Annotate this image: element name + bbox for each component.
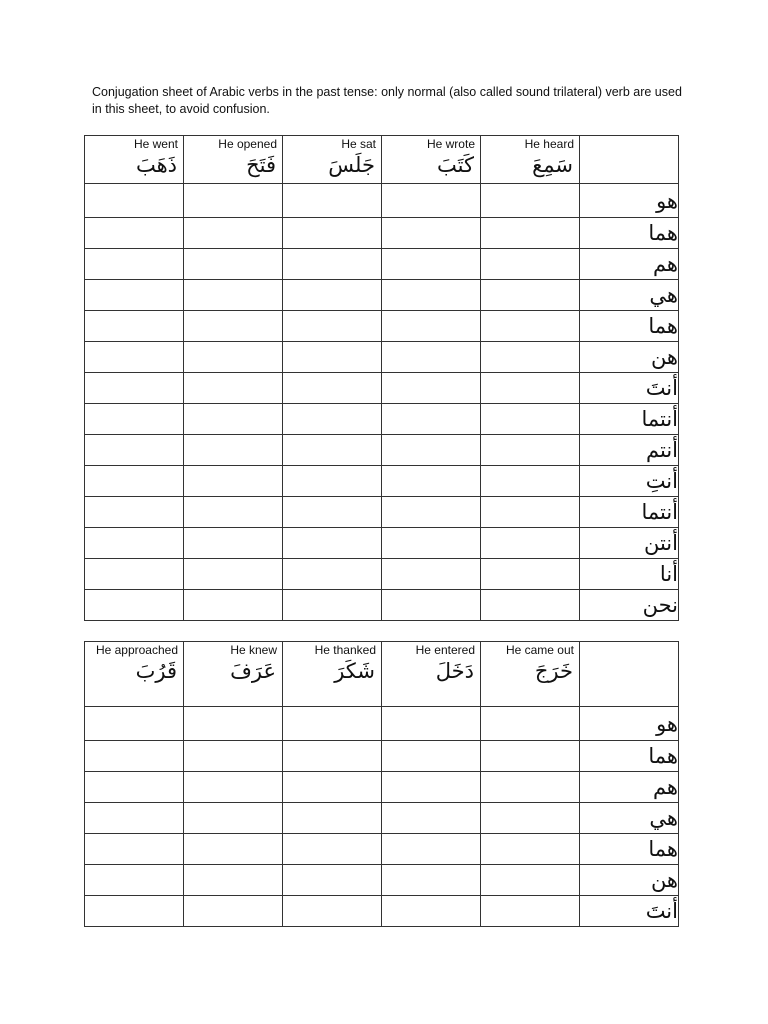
conjugation-row	[85, 707, 679, 741]
verb-header-cell	[85, 642, 184, 707]
verb-header-cell	[184, 136, 283, 184]
answer-cell[interactable]	[85, 218, 184, 249]
answer-cell[interactable]	[481, 559, 580, 590]
conjugation-row	[85, 865, 679, 896]
answer-cell[interactable]	[382, 249, 481, 280]
answer-cell[interactable]	[382, 834, 481, 865]
answer-cell[interactable]	[481, 404, 580, 435]
answer-cell[interactable]	[283, 435, 382, 466]
answer-cell[interactable]	[382, 528, 481, 559]
answer-cell[interactable]	[481, 707, 580, 741]
pronoun-cell: أنتن	[580, 528, 679, 559]
answer-cell[interactable]	[382, 741, 481, 772]
answer-cell[interactable]	[184, 373, 283, 404]
answer-cell[interactable]	[481, 373, 580, 404]
answer-cell[interactable]	[85, 373, 184, 404]
pronoun-cell: نحن	[580, 590, 679, 621]
pronoun-header-cell	[580, 136, 679, 184]
answer-cell[interactable]	[382, 772, 481, 803]
verb-arabic: دَخَلَ	[435, 659, 474, 683]
answer-cell[interactable]	[481, 528, 580, 559]
pronoun-cell: هن	[580, 342, 679, 373]
verb-header-cell	[481, 642, 580, 707]
conjugation-table-2	[84, 641, 679, 927]
answer-cell[interactable]	[184, 435, 283, 466]
conjugation-row	[85, 741, 679, 772]
answer-cell[interactable]	[481, 896, 580, 927]
verb-arabic: فَتَحَ	[246, 153, 276, 177]
answer-cell[interactable]	[382, 896, 481, 927]
verb-header-cell	[85, 136, 184, 184]
answer-cell[interactable]	[283, 590, 382, 621]
pronoun-cell: أنتِ	[580, 466, 679, 497]
conjugation-row	[85, 590, 679, 621]
conjugation-row	[85, 834, 679, 865]
answer-cell[interactable]	[481, 342, 580, 373]
verb-arabic: سَمِعَ	[532, 153, 573, 177]
verb-header-cell	[382, 642, 481, 707]
answer-cell[interactable]	[85, 311, 184, 342]
pronoun-cell: هي	[580, 803, 679, 834]
pronoun-cell: أنتما	[580, 404, 679, 435]
answer-cell[interactable]	[283, 803, 382, 834]
answer-cell[interactable]	[184, 590, 283, 621]
pronoun-cell: هما	[580, 218, 679, 249]
answer-cell[interactable]	[481, 772, 580, 803]
verb-arabic: عَرَفَ	[230, 659, 276, 683]
answer-cell[interactable]	[481, 590, 580, 621]
conjugation-row	[85, 466, 679, 497]
conjugation-row	[85, 528, 679, 559]
answer-cell[interactable]	[85, 184, 184, 218]
answer-cell[interactable]	[85, 834, 184, 865]
verb-english-gloss: He thanked	[314, 643, 376, 657]
answer-cell[interactable]	[184, 803, 283, 834]
answer-cell[interactable]	[184, 896, 283, 927]
answer-cell[interactable]	[184, 249, 283, 280]
conjugation-row	[85, 772, 679, 803]
answer-cell[interactable]	[85, 772, 184, 803]
answer-cell[interactable]	[283, 280, 382, 311]
answer-cell[interactable]	[283, 741, 382, 772]
answer-cell[interactable]	[184, 741, 283, 772]
pronoun-cell: هو	[580, 184, 679, 218]
answer-cell[interactable]	[184, 772, 283, 803]
conjugation-row	[85, 896, 679, 927]
verb-header-cell	[382, 136, 481, 184]
answer-cell[interactable]	[481, 184, 580, 218]
answer-cell[interactable]	[382, 590, 481, 621]
verb-english-gloss: He knew	[230, 643, 277, 657]
answer-cell[interactable]	[382, 311, 481, 342]
answer-cell[interactable]	[283, 707, 382, 741]
answer-cell[interactable]	[85, 342, 184, 373]
answer-cell[interactable]	[184, 834, 283, 865]
answer-cell[interactable]	[283, 311, 382, 342]
verb-arabic: كَتَبَ	[437, 153, 474, 177]
answer-cell[interactable]	[283, 834, 382, 865]
verb-english-gloss: He came out	[505, 643, 574, 657]
pronoun-cell: هم	[580, 772, 679, 803]
verb-english-gloss: He entered	[415, 643, 475, 657]
answer-cell[interactable]	[283, 559, 382, 590]
answer-cell[interactable]	[184, 707, 283, 741]
answer-cell[interactable]	[85, 590, 184, 621]
pronoun-cell: أنتَ	[580, 896, 679, 927]
answer-cell[interactable]	[283, 373, 382, 404]
verb-arabic: ذَهَبَ	[135, 153, 177, 177]
verb-header-cell	[481, 136, 580, 184]
conjugation-row	[85, 373, 679, 404]
pronoun-cell: هما	[580, 311, 679, 342]
verb-header-row	[85, 136, 679, 184]
answer-cell[interactable]	[382, 218, 481, 249]
answer-cell[interactable]	[382, 559, 481, 590]
answer-cell[interactable]	[184, 280, 283, 311]
answer-cell[interactable]	[382, 280, 481, 311]
pronoun-cell: هو	[580, 707, 679, 741]
conjugation-row	[85, 559, 679, 590]
answer-cell[interactable]	[382, 404, 481, 435]
answer-cell[interactable]	[283, 772, 382, 803]
answer-cell[interactable]	[382, 803, 481, 834]
verb-english-gloss: He heard	[524, 137, 574, 151]
answer-cell[interactable]	[184, 184, 283, 218]
verb-header-row	[85, 642, 679, 707]
verb-header-cell	[283, 642, 382, 707]
conjugation-row	[85, 404, 679, 435]
conjugation-row	[85, 497, 679, 528]
answer-cell[interactable]	[283, 865, 382, 896]
answer-cell[interactable]	[184, 342, 283, 373]
answer-cell[interactable]	[382, 342, 481, 373]
answer-cell[interactable]	[85, 896, 184, 927]
answer-cell[interactable]	[382, 466, 481, 497]
answer-cell[interactable]	[283, 466, 382, 497]
pronoun-cell: هم	[580, 249, 679, 280]
conjugation-table-1	[84, 135, 679, 621]
answer-cell[interactable]	[382, 497, 481, 528]
pronoun-cell: هي	[580, 280, 679, 311]
conjugation-row	[85, 311, 679, 342]
pronoun-cell: هما	[580, 741, 679, 772]
conjugation-row	[85, 280, 679, 311]
answer-cell[interactable]	[85, 559, 184, 590]
answer-cell[interactable]	[382, 435, 481, 466]
pronoun-cell: أنتَ	[580, 373, 679, 404]
answer-cell[interactable]	[481, 497, 580, 528]
pronoun-header-cell	[580, 642, 679, 707]
answer-cell[interactable]	[481, 803, 580, 834]
answer-cell[interactable]	[85, 865, 184, 896]
answer-cell[interactable]	[184, 218, 283, 249]
answer-cell[interactable]	[85, 435, 184, 466]
answer-cell[interactable]	[283, 342, 382, 373]
verb-arabic: خَرَجَ	[534, 659, 573, 683]
verb-english-gloss: He went	[133, 137, 178, 151]
pronoun-cell: هما	[580, 834, 679, 865]
verb-arabic: جَلَسَ	[328, 153, 375, 177]
conjugation-row	[85, 803, 679, 834]
conjugation-row	[85, 342, 679, 373]
answer-cell[interactable]	[85, 404, 184, 435]
answer-cell[interactable]	[382, 707, 481, 741]
answer-cell[interactable]	[283, 249, 382, 280]
answer-cell[interactable]	[283, 497, 382, 528]
answer-cell[interactable]	[283, 896, 382, 927]
verb-header-cell	[283, 136, 382, 184]
sheet-instructions: Conjugation sheet of Arabic verbs in the past tense: only normal (also called sound trilateral) verb are used in this sheet, to avoid confusion.	[92, 85, 682, 116]
pronoun-cell: أنا	[580, 559, 679, 590]
answer-cell[interactable]	[481, 435, 580, 466]
verb-english-gloss: He approached	[95, 643, 178, 657]
verb-arabic: قَرُبَ	[135, 659, 177, 683]
answer-cell[interactable]	[382, 865, 481, 896]
answer-cell[interactable]	[184, 559, 283, 590]
answer-cell[interactable]	[481, 741, 580, 772]
answer-cell[interactable]	[184, 497, 283, 528]
answer-cell[interactable]	[184, 404, 283, 435]
conjugation-row	[85, 218, 679, 249]
answer-cell[interactable]	[85, 741, 184, 772]
pronoun-cell: هن	[580, 865, 679, 896]
answer-cell[interactable]	[184, 311, 283, 342]
answer-cell[interactable]	[85, 280, 184, 311]
answer-cell[interactable]	[85, 497, 184, 528]
conjugation-row	[85, 435, 679, 466]
answer-cell[interactable]	[85, 528, 184, 559]
pronoun-cell: أنتما	[580, 497, 679, 528]
answer-cell[interactable]	[481, 311, 580, 342]
answer-cell[interactable]	[481, 466, 580, 497]
verb-header-cell	[184, 642, 283, 707]
answer-cell[interactable]	[184, 466, 283, 497]
answer-cell[interactable]	[85, 707, 184, 741]
answer-cell[interactable]	[283, 404, 382, 435]
answer-cell[interactable]	[85, 803, 184, 834]
answer-cell[interactable]	[481, 280, 580, 311]
answer-cell[interactable]	[85, 249, 184, 280]
pronoun-cell: أنتم	[580, 435, 679, 466]
verb-english-gloss: He wrote	[426, 137, 475, 151]
answer-cell[interactable]	[481, 249, 580, 280]
answer-cell[interactable]	[382, 184, 481, 218]
verb-english-gloss: He opened	[218, 137, 277, 151]
verb-english-gloss: He sat	[341, 137, 376, 151]
answer-cell[interactable]	[85, 466, 184, 497]
answer-cell[interactable]	[481, 218, 580, 249]
conjugation-row	[85, 249, 679, 280]
answer-cell[interactable]	[481, 865, 580, 896]
answer-cell[interactable]	[382, 373, 481, 404]
answer-cell[interactable]	[283, 218, 382, 249]
answer-cell[interactable]	[283, 184, 382, 218]
conjugation-row	[85, 184, 679, 218]
answer-cell[interactable]	[481, 834, 580, 865]
answer-cell[interactable]	[283, 528, 382, 559]
answer-cell[interactable]	[184, 528, 283, 559]
verb-arabic: شَكَرَ	[334, 659, 375, 683]
answer-cell[interactable]	[184, 865, 283, 896]
